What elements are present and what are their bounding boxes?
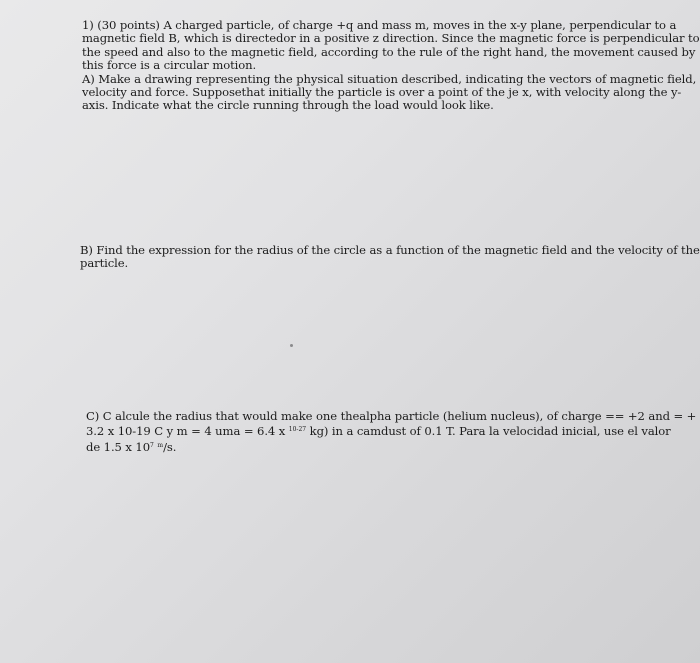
exponent: 10-27 — [288, 426, 307, 434]
part-c-line — [86, 439, 696, 454]
intro-line: the speed and also to the magnetic field, according to the rule of the right hand, the movement caused by — [82, 44, 696, 59]
part-b-statement — [80, 244, 700, 271]
exponent: 7 — [149, 441, 154, 449]
part-c-text: de 1.5 x 10 — [86, 439, 150, 454]
intro-line: this force is a circular motion. — [82, 58, 257, 73]
part-a-line: A) Make a drawing representing the physical situation described, indicating the vectors of magnetic field, — [82, 71, 697, 86]
part-b-line: B) Find the expression for the radius of the circle as a function of the magnetic field and the velocity of the — [80, 243, 700, 257]
paper-speck — [290, 344, 293, 347]
part-c-text: /s. — [163, 439, 177, 454]
intro-line: magnetic field B, which is directedor in a positive z direction. Since the magnetic force is perpendicular to — [82, 31, 700, 46]
intro-line: 1) (30 points) A charged particle, of charge +q and mass m, moves in the x-y plane, perpendicular to a — [82, 18, 677, 32]
part-c-text: kg) in a camdust of 0.1 T. Para la velocidad inicial, use el valor — [306, 424, 671, 439]
part-b-line: particle. — [80, 256, 129, 271]
part-c-text: 3.2 x 10-19 C y m = 4 uma = 6.4 x — [86, 424, 289, 439]
part-c-line: C) C alcule the radius that would make one thealpha particle (helium nucleus), of charge == +2 and = + — [86, 409, 697, 423]
unit-superscript: m — [157, 441, 164, 449]
problem-1-statement — [82, 19, 700, 113]
part-a-line: velocity and force. Supposethat initially the particle is over a point of the je x, with velocity along the y- — [82, 85, 682, 100]
part-c-line — [86, 423, 696, 438]
part-c-statement — [86, 410, 696, 454]
part-a-line: axis. Indicate what the circle running through the load would look like. — [82, 98, 494, 113]
